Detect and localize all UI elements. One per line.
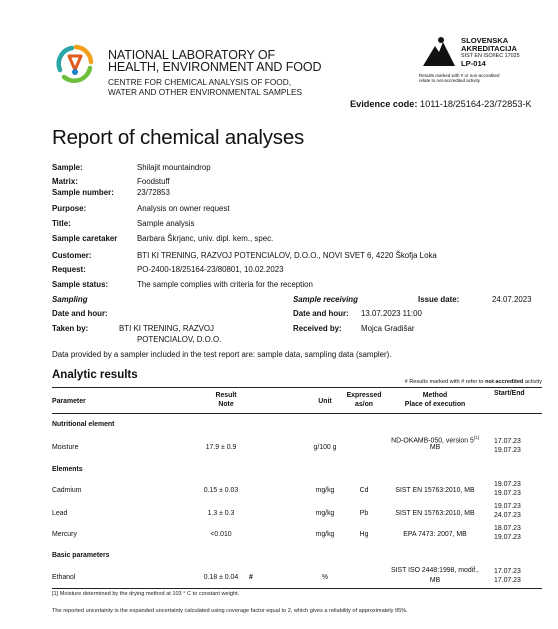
purpose-label: Purpose: (52, 204, 87, 213)
header-method: Method (422, 392, 448, 399)
marker-note-bold: not accredited (485, 379, 524, 385)
header-start-end: Start/End (494, 390, 525, 397)
row-start: 18.07.23 (494, 525, 521, 532)
table-bottom-rule (52, 588, 542, 589)
row-parameter: Moisture (52, 444, 79, 451)
sampler-data-note: Data provided by a sampler included in the test report are: sample data, sampling data (sampler). (52, 350, 392, 359)
received-by-value: Mojca Gradišar (361, 324, 415, 333)
header-parameter: Parameter (52, 398, 86, 405)
sample-number-value: 23/72853 (137, 188, 170, 197)
lab-name-line-1: NATIONAL LABORATORY OF (108, 48, 276, 62)
row-result: 0.15 ± 0.03 (203, 487, 239, 494)
accreditation-name-2: AKREDITACIJA (461, 44, 517, 53)
accreditation-note-2: relate to not-accredited activity (419, 78, 481, 83)
received-by-label: Received by: (293, 324, 342, 333)
row-parameter: Ethanol (52, 574, 76, 581)
sample-value: Shilajit mountaindrop (137, 163, 211, 172)
evidence-code (350, 99, 532, 109)
taken-by-label: Taken by: (52, 324, 89, 333)
row-place: MB (429, 444, 441, 451)
row-end: 19.07.23 (494, 447, 521, 454)
row-result: 0.18 ± 0.04 (203, 574, 239, 581)
row-end: 19.07.23 (494, 490, 521, 497)
sampling-heading: Sampling (52, 295, 88, 304)
lab-subtitle-line-2: WATER AND OTHER ENVIRONMENTAL SAMPLES (108, 87, 303, 97)
receiving-date-label: Date and hour: (293, 309, 349, 318)
customer-label: Customer: (52, 251, 92, 260)
accreditation-standard: SIST EN ISO/IEC 17025 (461, 53, 520, 59)
taken-by-value-2: POTENCIALOV, D.O.O. (137, 335, 222, 344)
sample-status-label: Sample status: (52, 280, 109, 289)
row-method: SIST ISO 2448:1998, modif., (391, 567, 479, 574)
row-method: SIST EN 15763:2010, MB (395, 487, 475, 494)
row-unit: mg/kg (315, 531, 335, 538)
accreditation-code: LP-014 (461, 59, 486, 68)
row-expressed: Hg (359, 531, 369, 538)
request-label: Request: (52, 265, 86, 274)
receiving-date-value: 13.07.2023 11:00 (361, 309, 422, 318)
issue-date-label: Issue date: (418, 295, 460, 304)
accreditation-logo-icon (421, 36, 457, 68)
customer-value: BTI KI TRENING, RAZVOJ POTENCIALOV, D.O.O., NOVI SVET 6, 4220 Škofja Loka (137, 251, 437, 260)
report-title: Report of chemical analyses (52, 126, 305, 149)
row-unit: g/100 g (313, 444, 337, 451)
lab-subtitle-line-1: CENTRE FOR CHEMICAL ANALYSIS OF FOOD, (108, 77, 292, 87)
header-as-on: as/on (355, 401, 373, 408)
group-basic-parameters: Basic parameters (52, 552, 110, 559)
row-unit: % (321, 574, 329, 581)
table-top-rule (52, 387, 542, 388)
row-parameter: Lead (52, 510, 68, 517)
row-expressed: Pb (359, 510, 369, 517)
sampling-date-label: Date and hour: (52, 309, 108, 318)
title-value: Sample analysis (137, 219, 195, 228)
row-start: 17.07.23 (494, 568, 521, 575)
evidence-code-value: 1011-18/25164-23/72853-K (419, 99, 532, 109)
footnote-uncertainty: The reported uncertainty is the expanded uncertainty calculated using coverage factor equal to 2, which gives a reliability of approximately 95%. (52, 608, 408, 614)
accreditation-note-1: Results marked with # or non-accredited (419, 73, 500, 78)
header-unit: Unit (318, 398, 332, 405)
row-method-footnote-ref: [1] (473, 435, 479, 440)
row-method-text: ND-OKAMB-050, version 5 (391, 437, 474, 445)
row-end: 19.07.23 (494, 534, 521, 541)
request-value: PO-2400-18/25164-23/80801, 10.02.2023 (137, 265, 284, 274)
sample-caretaker-value: Barbara Škrjanc, univ. dipl. kem., spec. (137, 234, 274, 243)
row-result: 17.9 ± 0.9 (205, 444, 237, 451)
matrix-value: Foodstuff (137, 177, 170, 186)
row-method (376, 435, 494, 444)
header-note: Note (218, 401, 234, 408)
purpose-value: Analysis on owner request (137, 204, 230, 213)
row-start: 19.07.23 (494, 481, 521, 488)
lab-name-line-2: HEALTH, ENVIRONMENT AND FOOD (108, 60, 322, 74)
sample-number-label: Sample number: (52, 188, 114, 197)
row-end: 24.07.23 (494, 512, 521, 519)
row-parameter: Mercury (52, 531, 77, 538)
row-unit: mg/kg (315, 487, 335, 494)
header-expressed: Expressed (346, 392, 382, 399)
row-result: 1.3 ± 0.3 (207, 510, 235, 517)
marker-note-prefix: # Results marked with # refer to (404, 379, 486, 385)
sample-caretaker-label: Sample caretaker (52, 234, 118, 243)
accreditation-marker-note (370, 379, 542, 385)
row-method: EPA 7473: 2007, MB (403, 531, 467, 538)
marker-note-suffix: activity (523, 379, 542, 385)
sample-info (52, 163, 542, 293)
evidence-code-label: Evidence code: (350, 99, 418, 109)
sample-label: Sample: (52, 163, 83, 172)
accreditation-name-1: SLOVENSKA (461, 36, 509, 45)
row-start: 17.07.23 (494, 438, 521, 445)
title-label: Title: (52, 219, 71, 228)
row-place: MB (429, 577, 441, 584)
row-expressed: Cd (359, 487, 369, 494)
header-result: Result (215, 392, 237, 399)
issue-date-value: 24.07.2023 (492, 295, 532, 304)
sample-receiving-heading: Sample receiving (293, 295, 358, 304)
row-result: <0.010 (210, 531, 232, 538)
taken-by-value-1: BTI KI TRENING, RAZVOJ (119, 324, 214, 333)
group-elements: Elements (52, 466, 83, 473)
matrix-label: Matrix: (52, 177, 78, 186)
analytic-results-title: Analytic results (52, 369, 138, 381)
sample-status-value: The sample complies with criteria for the reception (137, 280, 313, 289)
row-end: 17.07.23 (494, 577, 521, 584)
table-header-rule (52, 413, 542, 414)
row-parameter: Cadmium (52, 487, 82, 494)
row-unit: mg/kg (315, 510, 335, 517)
header-place: Place of execution (404, 401, 466, 408)
row-note-marker: # (249, 574, 253, 581)
footnote-moisture: [1] Moisture determined by the drying method at 103 ° C to constant weight. (52, 591, 240, 597)
row-start: 19.07.23 (494, 503, 521, 510)
lab-logo (52, 40, 98, 86)
row-method: SIST EN 15763:2010, MB (395, 510, 475, 517)
group-nutritional-element: Nutritional element (52, 421, 115, 428)
